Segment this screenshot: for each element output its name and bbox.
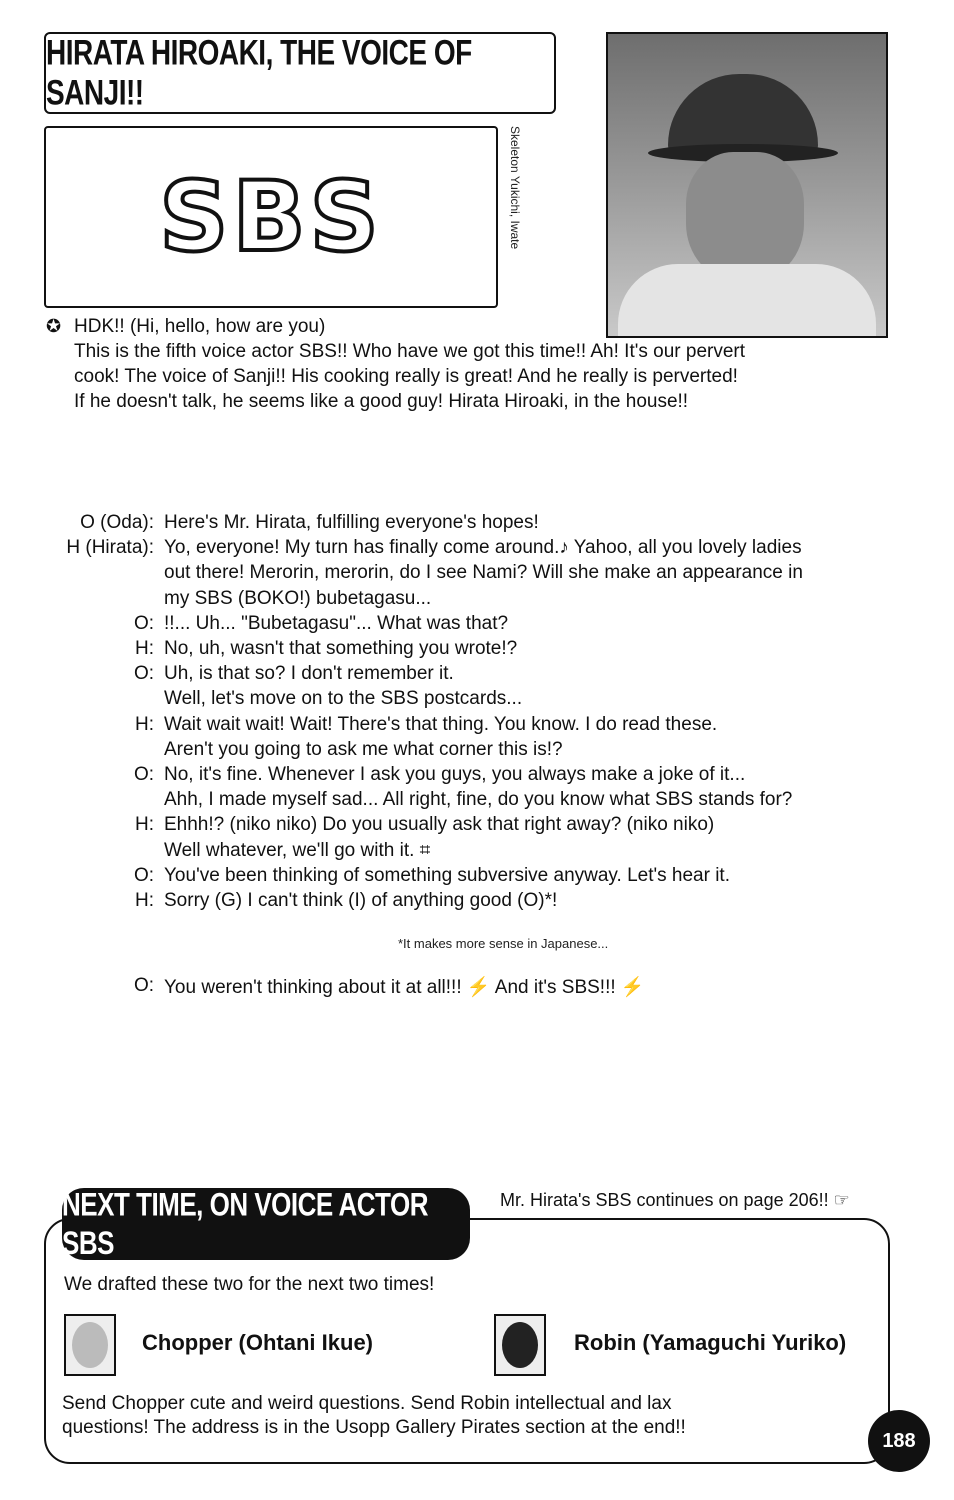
dialogue-text: Here's Mr. Hirata, fulfilling everyone's hopes! bbox=[164, 512, 539, 533]
speaker bbox=[30, 686, 164, 711]
dialogue bbox=[30, 510, 910, 913]
dialogue-text: out there! Merorin, merorin, do I see Nami? Will she make an appearance in bbox=[164, 562, 803, 584]
sbs-banner-illustration bbox=[44, 126, 498, 308]
dialogue-line bbox=[30, 863, 910, 888]
dialogue-text: Sorry (G) I can't think (I) of anything good (O)*! bbox=[164, 890, 558, 912]
speaker: H: bbox=[135, 814, 154, 836]
speaker: O: bbox=[133, 864, 154, 886]
continue-note: Mr. Hirata's SBS continues on page 206!! ☞ bbox=[500, 1190, 850, 1210]
illustration-credit: Skeleton Yukichi, Iwate bbox=[508, 126, 522, 250]
send-line: Send Chopper cute and weird questions. Send Robin intellectual and lax bbox=[62, 1393, 672, 1414]
dialogue-line bbox=[30, 535, 910, 560]
dialogue-line bbox=[30, 812, 910, 837]
dialogue-text: !!... Uh... "Bubetagasu"... What was that? bbox=[164, 612, 509, 634]
dialogue-text: No, it's fine. Whenever I ask you guys, you always make a joke of it... bbox=[164, 764, 746, 786]
dialogue-line bbox=[30, 737, 910, 762]
next-time-header bbox=[62, 1185, 470, 1262]
dialogue-line bbox=[30, 686, 910, 711]
intro-greeting: HDK!! (Hi, hello, how are you) bbox=[74, 316, 326, 337]
chopper-name: Chopper (Ohtani Ikue) bbox=[142, 1330, 373, 1355]
page-title: HIRATA HIROAKI, THE VOICE OF SANJI!! bbox=[46, 33, 472, 112]
final-dialogue-line bbox=[30, 975, 910, 999]
photo-cap bbox=[668, 74, 818, 154]
dialogue-line bbox=[30, 712, 910, 737]
photo-face bbox=[686, 152, 804, 282]
speaker bbox=[30, 586, 164, 611]
dialogue-text: Well whatever, we'll go with it. ⌗ bbox=[164, 839, 431, 861]
speaker bbox=[30, 737, 164, 762]
title-box bbox=[44, 32, 556, 114]
dialogue-text: Aren't you going to ask me what corner this is!? bbox=[164, 738, 563, 760]
dialogue-text: No, uh, wasn't that something you wrote!? bbox=[164, 638, 518, 660]
dialogue-text: Ahh, I made myself sad... All right, fine, do you know what SBS stands for? bbox=[164, 789, 793, 811]
dialogue-text: Yo, everyone! My turn has finally come around.♪ Yahoo, all you lovely ladies bbox=[164, 537, 802, 559]
sbs-speaker-icon: ✪ bbox=[46, 316, 62, 336]
robin-name: Robin (Yamaguchi Yuriko) bbox=[574, 1330, 847, 1355]
dialogue-line bbox=[30, 560, 910, 585]
speaker bbox=[30, 560, 164, 585]
send-line: questions! The address is in the Usopp Gallery Pirates section at the end!! bbox=[62, 1417, 686, 1438]
speaker: H: bbox=[135, 638, 154, 660]
speaker: O: bbox=[133, 612, 154, 634]
chopper-portrait bbox=[64, 1314, 116, 1376]
dialogue-line bbox=[30, 838, 910, 863]
intro-line: This is the fifth voice actor SBS!! Who have we got this time!! Ah! It's our pervert bbox=[74, 341, 746, 362]
dialogue-text: You've been thinking of something subversive anyway. Let's hear it. bbox=[164, 864, 730, 886]
speaker: O: bbox=[133, 764, 154, 786]
robin-portrait bbox=[494, 1314, 546, 1376]
dialogue-text: my SBS (BOKO!) bubetagasu... bbox=[164, 587, 432, 609]
dialogue-text: Wait wait wait! Wait! There's that thing. You know. I do read these. bbox=[164, 713, 718, 735]
intro-section bbox=[46, 314, 886, 414]
speaker bbox=[30, 838, 164, 863]
page-number: 188 bbox=[882, 1429, 916, 1452]
drafted-note: We drafted these two for the next two times! bbox=[64, 1274, 435, 1295]
dialogue-line bbox=[30, 888, 910, 913]
dialogue-line bbox=[30, 787, 910, 812]
speaker: O: bbox=[133, 975, 154, 996]
dialogue-line bbox=[30, 636, 910, 661]
page-number-badge bbox=[868, 1410, 930, 1472]
actor-photo bbox=[606, 32, 888, 338]
speaker: H: bbox=[135, 890, 154, 912]
footnote: *It makes more sense in Japanese... bbox=[398, 936, 609, 951]
dialogue-text: Well, let's move on to the SBS postcards... bbox=[164, 688, 523, 710]
next-time-title: NEXT TIME, ON VOICE ACTOR SBS bbox=[62, 1185, 428, 1262]
speaker: H (Hirata): bbox=[66, 537, 154, 559]
sbs-logo: SBS bbox=[159, 161, 383, 273]
speaker bbox=[30, 787, 164, 812]
dialogue-line bbox=[30, 510, 910, 535]
dialogue-text: Uh, is that so? I don't remember it. bbox=[164, 663, 454, 685]
speaker: O: bbox=[133, 663, 154, 685]
speaker: H: bbox=[135, 713, 154, 735]
dialogue-text: Ehhh!? (niko niko) Do you usually ask that right away? (niko niko) bbox=[164, 814, 715, 836]
intro-line: cook! The voice of Sanji!! His cooking really is great! And he really is perverted! bbox=[74, 366, 738, 387]
intro-line: If he doesn't talk, he seems like a good guy! Hirata Hiroaki, in the house!! bbox=[74, 391, 689, 412]
dialogue-line bbox=[30, 586, 910, 611]
speaker: O (Oda): bbox=[80, 512, 154, 533]
dialogue-line bbox=[30, 762, 910, 787]
send-questions-note bbox=[62, 1392, 852, 1440]
dialogue-text: You weren't thinking about it at all!!! ⚡ And it's SBS!!! ⚡ bbox=[164, 977, 645, 998]
dialogue-line bbox=[30, 661, 910, 686]
dialogue-line bbox=[30, 611, 910, 636]
